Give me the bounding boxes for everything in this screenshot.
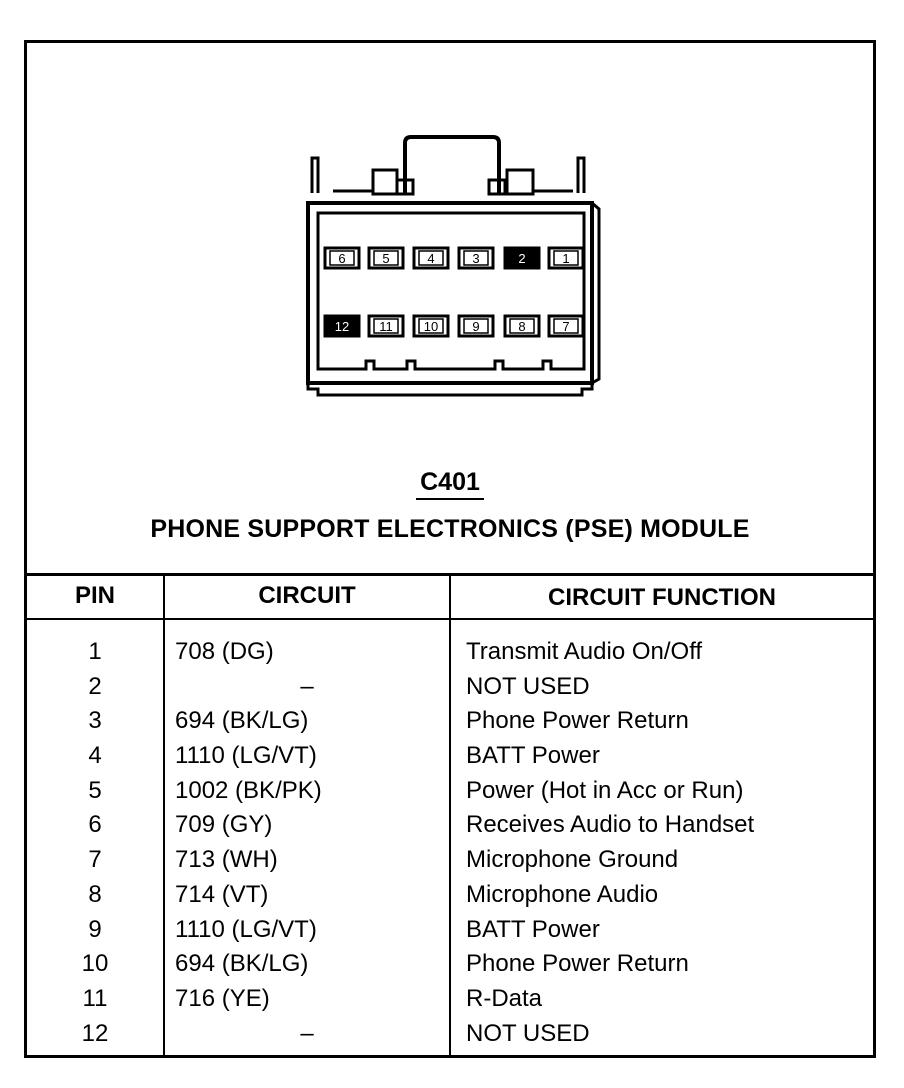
circuit-function: Power (Hot in Acc or Run) bbox=[466, 776, 744, 804]
connector-bottom-row-pins bbox=[325, 316, 583, 336]
pin-label: 10 bbox=[423, 319, 439, 334]
pin-label: 11 bbox=[379, 319, 393, 334]
pin-number: 6 bbox=[88, 811, 102, 839]
pin-number: 9 bbox=[88, 915, 102, 943]
circuit-value: 694 (BK/LG) bbox=[175, 950, 309, 978]
circuit-value: 713 (WH) bbox=[175, 846, 278, 874]
header-circuit-function: CIRCUIT FUNCTION bbox=[548, 584, 776, 611]
table-row bbox=[27, 1020, 873, 1055]
table-row bbox=[27, 846, 873, 881]
connector-id-text: C401 bbox=[416, 468, 484, 500]
circuit-value: 1110 (LG/VT) bbox=[175, 742, 317, 770]
table-row bbox=[27, 673, 873, 708]
table-row bbox=[27, 881, 873, 916]
pinout-table bbox=[27, 576, 873, 1058]
table-body bbox=[27, 638, 873, 1054]
circuit-value: 694 (BK/LG) bbox=[175, 707, 309, 735]
table-row bbox=[27, 638, 873, 673]
pin-number: 5 bbox=[88, 776, 102, 804]
circuit-function: Microphone Ground bbox=[466, 846, 679, 874]
header-pin: PIN bbox=[74, 582, 115, 609]
table-row bbox=[27, 777, 873, 812]
table-row bbox=[27, 742, 873, 777]
connector-face-drawing bbox=[27, 43, 873, 463]
table-row bbox=[27, 916, 873, 951]
connector-title: PHONE SUPPORT ELECTRONICS (PSE) MODULE bbox=[150, 515, 750, 543]
pin-label: 5 bbox=[382, 251, 390, 266]
circuit-value: – bbox=[300, 672, 314, 700]
circuit-value: – bbox=[300, 1019, 314, 1047]
circuit-function: Microphone Audio bbox=[466, 880, 659, 908]
pin-label: 12 bbox=[334, 319, 350, 334]
table-row bbox=[27, 985, 873, 1020]
pin-label: 6 bbox=[338, 251, 346, 266]
pin-label: 1 bbox=[562, 251, 570, 266]
circuit-value: 716 (YE) bbox=[175, 984, 270, 1012]
connector-id bbox=[27, 468, 873, 497]
header-divider bbox=[27, 618, 873, 620]
table-row bbox=[27, 707, 873, 742]
circuit-function: Receives Audio to Handset bbox=[466, 811, 755, 839]
circuit-value: 1110 (LG/VT) bbox=[175, 915, 317, 943]
circuit-value: 708 (DG) bbox=[175, 638, 274, 665]
circuit-value: 714 (VT) bbox=[175, 880, 269, 908]
circuit-function: Phone Power Return bbox=[466, 950, 689, 978]
circuit-value: 1002 (BK/PK) bbox=[175, 776, 322, 804]
connector-top-row-pins bbox=[325, 248, 583, 268]
pin-number: 1 bbox=[88, 638, 102, 665]
circuit-function: Phone Power Return bbox=[466, 707, 689, 735]
circuit-function: R-Data bbox=[466, 984, 543, 1012]
circuit-function: BATT Power bbox=[466, 742, 600, 770]
pin-number: 8 bbox=[88, 880, 102, 908]
pin-number: 7 bbox=[88, 846, 102, 874]
circuit-function: BATT Power bbox=[466, 915, 600, 943]
header-circuit: CIRCUIT bbox=[258, 582, 356, 609]
circuit-function: Transmit Audio On/Off bbox=[466, 638, 703, 665]
pin-number: 10 bbox=[81, 950, 109, 978]
pin-number: 2 bbox=[88, 672, 102, 700]
pin-label: 2 bbox=[518, 251, 526, 266]
pin-number: 11 bbox=[82, 984, 108, 1012]
table-row bbox=[27, 811, 873, 846]
circuit-value: 709 (GY) bbox=[175, 811, 273, 839]
pin-number: 3 bbox=[88, 707, 102, 735]
pin-label: 8 bbox=[518, 319, 526, 334]
pin-number: 4 bbox=[88, 742, 102, 770]
diagram-frame bbox=[24, 40, 876, 1058]
table-row bbox=[27, 950, 873, 985]
pin-number: 12 bbox=[81, 1019, 109, 1047]
pin-label: 3 bbox=[472, 251, 480, 266]
connector-diagram-area bbox=[27, 43, 873, 576]
circuit-function: NOT USED bbox=[466, 672, 590, 700]
pin-label: 9 bbox=[472, 319, 480, 334]
pin-label: 4 bbox=[427, 251, 435, 266]
pin-label: 7 bbox=[562, 319, 570, 334]
circuit-function: NOT USED bbox=[466, 1019, 590, 1047]
